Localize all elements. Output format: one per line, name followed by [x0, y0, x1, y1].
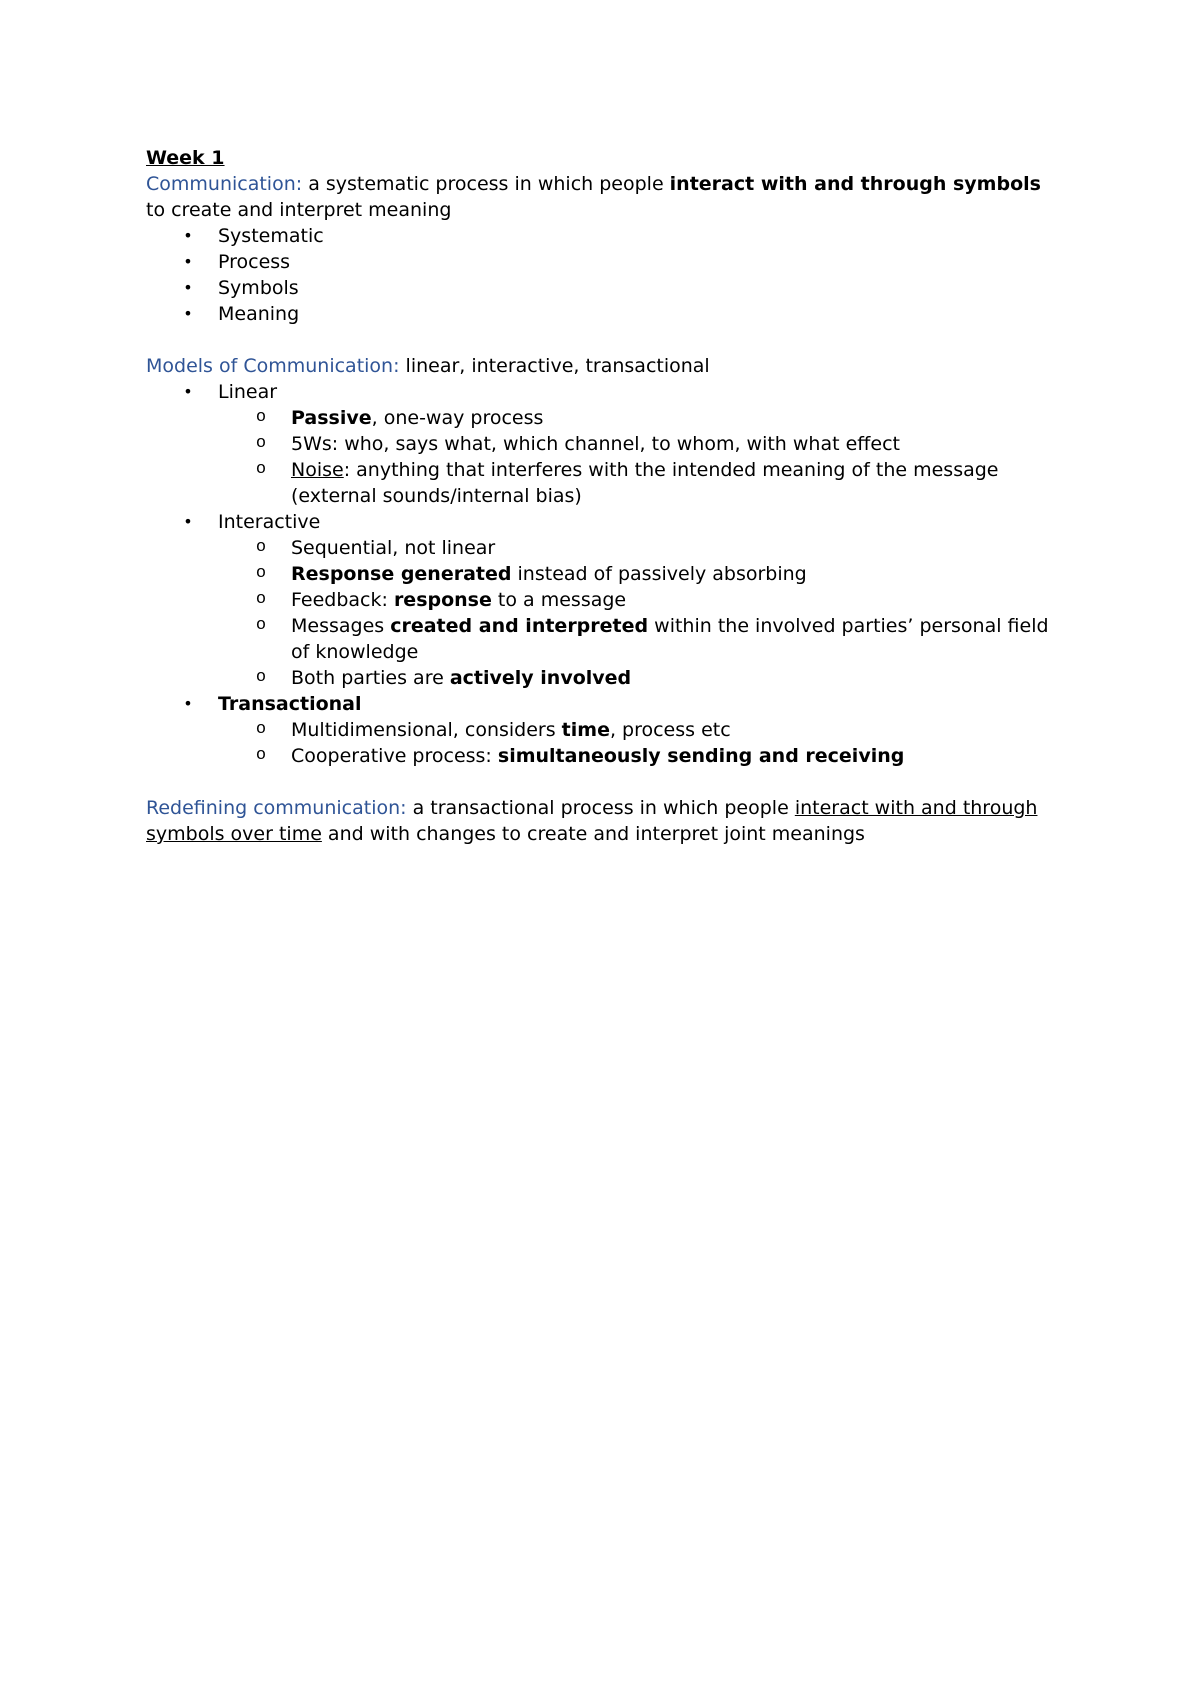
list-item: o Multidimensional, considers time, process etc	[255, 719, 731, 741]
sub-bullet-icon: o	[255, 434, 267, 453]
bullet-icon: •	[183, 252, 193, 271]
spacer	[146, 327, 1056, 353]
list-item: • Symbols	[183, 277, 299, 299]
page-heading: Week 1	[146, 147, 225, 169]
list-item: o Cooperative process: simultaneously sending and receiving	[255, 745, 905, 767]
bullet-icon: •	[183, 278, 193, 297]
model-label: Linear	[218, 381, 278, 403]
models-list	[146, 379, 1056, 405]
definition-term: Models of Communication:	[146, 355, 400, 377]
bullet-icon: •	[183, 694, 193, 713]
list-item: o Noise: anything that interferes with the intended meaning of the message (external sounds/internal bias)	[255, 459, 999, 507]
sub-bullet-icon: o	[255, 746, 267, 765]
model-transactional	[146, 691, 1056, 717]
list-item: • Meaning	[183, 303, 300, 325]
list-item: o Both parties are actively involved	[255, 667, 632, 689]
communication-bullet-list	[146, 223, 1056, 327]
sub-bullet-icon: o	[255, 668, 267, 687]
redefinition-paragraph: Redefining communication: a transactional process in which people interact with and through symbols over time and with changes to create and interpret joint meanings	[146, 797, 1038, 845]
list-item: • Systematic	[183, 225, 324, 247]
bullet-icon: •	[183, 512, 193, 531]
sub-bullet-icon: o	[255, 590, 267, 609]
sub-bullet-icon: o	[255, 460, 267, 479]
model-label: Interactive	[218, 511, 321, 533]
spacer	[146, 769, 1056, 795]
list-item: o Passive, one-way process	[255, 407, 544, 429]
sub-bullet-icon: o	[255, 720, 267, 739]
sub-bullet-icon: o	[255, 616, 267, 635]
list-item: • Process	[183, 251, 291, 273]
sub-bullet-icon: o	[255, 564, 267, 583]
list-item: o Sequential, not linear	[255, 537, 496, 559]
list-item: o Feedback: response to a message	[255, 589, 627, 611]
interactive-sub-list	[146, 535, 1056, 691]
list-item: o Messages created and interpreted within the involved parties’ personal field of knowledge	[255, 615, 1049, 663]
model-linear	[146, 379, 1056, 405]
bullet-icon: •	[183, 382, 193, 401]
definition-term: Redefining communication:	[146, 797, 407, 819]
sub-bullet-icon: o	[255, 408, 267, 427]
linear-sub-list	[146, 405, 1056, 509]
model-interactive	[146, 509, 1056, 535]
list-item: o 5Ws: who, says what, which channel, to whom, with what effect	[255, 433, 900, 455]
sub-bullet-icon: o	[255, 538, 267, 557]
definition-term: Communication:	[146, 173, 303, 195]
bullet-icon: •	[183, 226, 193, 245]
list-item: o Response generated instead of passively absorbing	[255, 563, 807, 585]
transactional-sub-list	[146, 717, 1056, 769]
models-heading-line: Models of Communication: linear, interactive, transactional	[146, 355, 710, 377]
model-label: Transactional	[218, 693, 362, 715]
document-page	[146, 145, 1056, 847]
communication-definition: Communication: a systematic process in which people interact with and through symbols to create and interpret meaning	[146, 173, 1041, 221]
bullet-icon: •	[183, 304, 193, 323]
